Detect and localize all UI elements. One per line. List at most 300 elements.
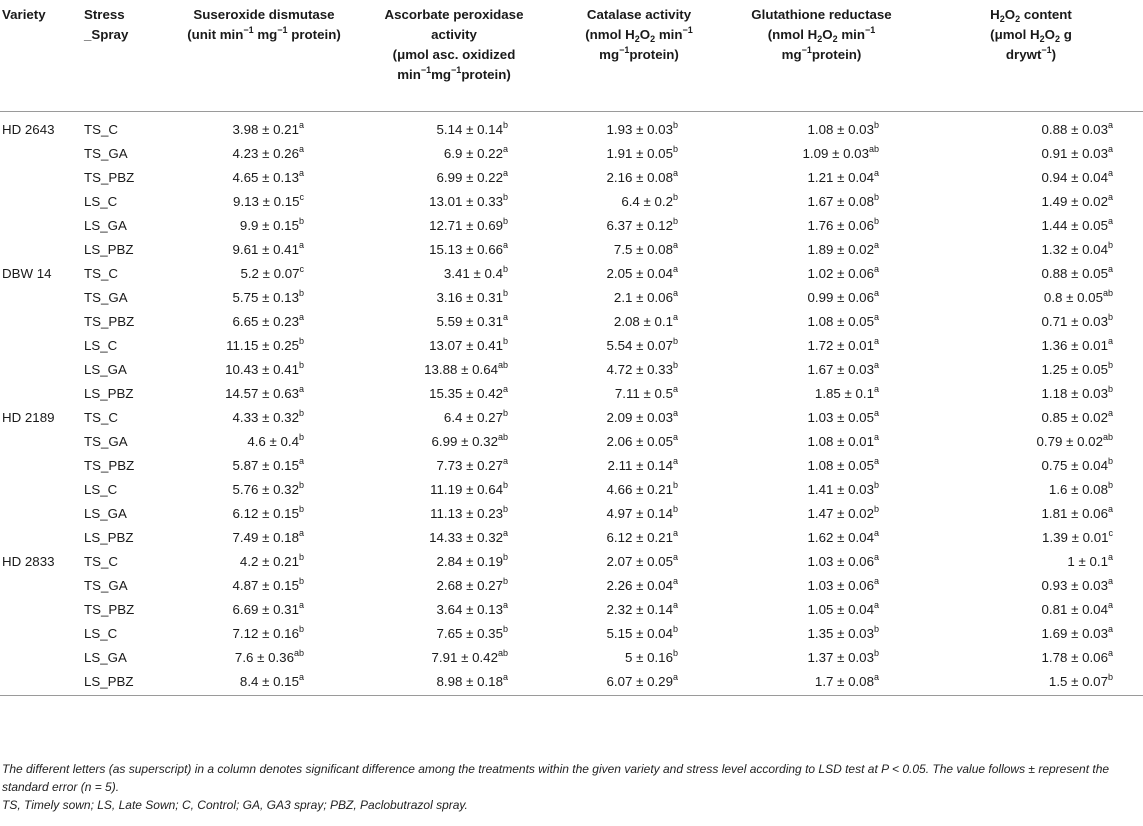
significance-letter: a [502, 672, 508, 683]
significance-letter: a [298, 239, 304, 250]
table-row [0, 357, 1143, 381]
value-text: 1.08 ± 0.01 [807, 433, 874, 449]
significance-letter: ab [868, 143, 879, 154]
significance-letter: a [1107, 623, 1113, 634]
cell-h2o2 [919, 333, 1143, 357]
table-row [0, 111, 1143, 141]
cell-sod [174, 381, 354, 405]
significance-letter: b [672, 479, 678, 490]
significance-letter: a [873, 383, 879, 394]
cell-apx [354, 237, 554, 261]
cell-glutathione-reductase [724, 621, 919, 645]
cell-apx [354, 477, 554, 501]
significance-letter: a [873, 672, 879, 683]
cell-sod [174, 669, 354, 695]
value-text: 1.62 ± 0.04 [807, 529, 874, 545]
value-text: 1.37 ± 0.03 [807, 649, 874, 665]
cell-stress-spray: TS_GA [84, 577, 128, 593]
value-text: 5.2 ± 0.07 [240, 265, 300, 281]
significance-letter: a [873, 599, 879, 610]
cell-apx [354, 111, 554, 141]
significance-letter: a [672, 239, 678, 250]
header-catalase: Catalase activity (nmol $H_2O_2$ $\min^{-1}$ $mg^{-1}protein$) [554, 0, 724, 111]
table-row [0, 453, 1143, 477]
table-row [0, 501, 1143, 525]
cell-variety [0, 237, 78, 261]
significance-letter: a [298, 455, 304, 466]
cell-sod [174, 453, 354, 477]
significance-letter: a [873, 455, 879, 466]
significance-letter: ab [293, 647, 304, 658]
significance-letter: b [298, 551, 304, 562]
cell-sod [174, 525, 354, 549]
cell-h2o2 [919, 501, 1143, 525]
cell-sod [174, 597, 354, 621]
table-row [0, 549, 1143, 573]
value-text: 1.08 ± 0.05 [807, 313, 874, 329]
cell-h2o2 [919, 141, 1143, 165]
significance-letter: a [1107, 119, 1113, 130]
cell-variety: HD 2833 [2, 553, 55, 569]
value-text: 11.19 ± 0.64 [430, 481, 503, 497]
cell-h2o2 [919, 405, 1143, 429]
table-row [0, 309, 1143, 333]
value-text: 1.09 ± 0.03 [802, 145, 869, 161]
significance-letter: a [672, 167, 678, 178]
cell-stress-spray: LS_PBZ [84, 529, 134, 545]
value-text: 5.87 ± 0.15 [232, 457, 299, 473]
significance-letter: a [298, 672, 304, 683]
value-text: 1.72 ± 0.01 [807, 337, 874, 353]
cell-stress-spray: TS_C [84, 121, 118, 137]
significance-letter: b [298, 503, 304, 514]
cell-variety: HD 2643 [2, 121, 55, 137]
cell-variety [0, 645, 78, 669]
value-text: 1.32 ± 0.04 [1041, 241, 1108, 257]
value-text: 9.9 ± 0.15 [239, 217, 299, 233]
value-text: 4.2 ± 0.21 [239, 553, 299, 569]
value-text: 11.15 ± 0.25 [226, 337, 299, 353]
cell-sod [174, 111, 354, 141]
cell-variety [0, 285, 78, 309]
value-text: 1.91 ± 0.05 [606, 145, 673, 161]
value-text: 2.1 ± 0.06 [613, 289, 673, 305]
cell-glutathione-reductase [724, 141, 919, 165]
table-row [0, 189, 1143, 213]
cell-variety [0, 309, 78, 333]
significance-letter: c [299, 191, 304, 202]
value-text: 4.87 ± 0.15 [232, 577, 299, 593]
cell-h2o2 [919, 597, 1143, 621]
value-text: 2.06 ± 0.05 [606, 433, 673, 449]
value-text: 5.54 ± 0.07 [606, 337, 673, 353]
footnote-significance: The different letters (as superscript) in a column denotes significant difference among the treatments within the given variety and stress level according to LSD test at P < 0.05. The value follows ± represent the standard error (n = 5). [2, 762, 1110, 794]
value-text: 6.9 ± 0.22 [443, 145, 503, 161]
value-text: 5.59 ± 0.31 [436, 313, 503, 329]
value-text: 12.71 ± 0.69 [429, 217, 503, 233]
cell-catalase [554, 141, 724, 165]
cell-sod [174, 357, 354, 381]
cell-glutathione-reductase [724, 645, 919, 669]
significance-letter: ab [497, 431, 508, 442]
significance-letter: a [1107, 407, 1113, 418]
cell-sod [174, 261, 354, 285]
value-text: 6.07 ± 0.29 [606, 674, 673, 690]
value-text: 2.16 ± 0.08 [606, 169, 673, 185]
significance-letter: b [873, 215, 879, 226]
significance-letter: a [1107, 503, 1113, 514]
table-row [0, 645, 1143, 669]
significance-letter: a [502, 599, 508, 610]
significance-letter: a [672, 527, 678, 538]
value-text: 7.6 ± 0.36 [234, 649, 294, 665]
cell-stress-spray: LS_GA [84, 217, 127, 233]
table-row [0, 381, 1143, 405]
cell-glutathione-reductase [724, 111, 919, 141]
value-text: 6.4 ± 0.27 [443, 409, 503, 425]
significance-letter: c [1108, 527, 1113, 538]
cell-sod [174, 621, 354, 645]
cell-h2o2 [919, 573, 1143, 597]
value-text: 11.13 ± 0.23 [430, 505, 503, 521]
significance-letter: a [672, 263, 678, 274]
cell-variety [0, 429, 78, 453]
value-text: 1.08 ± 0.03 [807, 121, 874, 137]
significance-letter: a [1107, 215, 1113, 226]
cell-glutathione-reductase [724, 333, 919, 357]
cell-glutathione-reductase [724, 453, 919, 477]
cell-apx [354, 285, 554, 309]
significance-letter: b [502, 263, 508, 274]
cell-h2o2 [919, 285, 1143, 309]
cell-h2o2 [919, 111, 1143, 141]
cell-stress-spray: LS_C [84, 337, 118, 353]
value-text: 2.11 ± 0.14 [607, 457, 673, 473]
significance-letter: b [1107, 455, 1113, 466]
cell-glutathione-reductase [724, 165, 919, 189]
cell-stress-spray: TS_C [84, 409, 118, 425]
significance-letter: b [873, 647, 879, 658]
significance-letter: a [672, 431, 678, 442]
cell-catalase [554, 645, 724, 669]
table-row [0, 573, 1143, 597]
cell-apx [354, 573, 554, 597]
significance-letter: b [298, 215, 304, 226]
significance-letter: a [873, 431, 879, 442]
significance-letter: b [502, 479, 508, 490]
cell-catalase [554, 429, 724, 453]
cell-catalase [554, 357, 724, 381]
significance-letter: a [873, 527, 879, 538]
cell-h2o2 [919, 357, 1143, 381]
cell-stress-spray: TS_C [84, 553, 118, 569]
significance-letter: b [298, 335, 304, 346]
cell-apx [354, 309, 554, 333]
cell-variety [0, 357, 78, 381]
cell-glutathione-reductase [724, 405, 919, 429]
cell-variety [0, 381, 78, 405]
cell-catalase [554, 237, 724, 261]
value-text: 5 ± 0.16 [625, 649, 673, 665]
significance-letter: b [298, 287, 304, 298]
significance-letter: b [502, 119, 508, 130]
value-text: 1.47 ± 0.02 [807, 505, 874, 521]
cell-variety [0, 525, 78, 549]
cell-apx [354, 381, 554, 405]
significance-letter: a [1107, 143, 1113, 154]
cell-sod [174, 645, 354, 669]
significance-letter: b [1107, 239, 1113, 250]
cell-variety [0, 189, 78, 213]
significance-letter: b [672, 215, 678, 226]
value-text: 4.65 ± 0.13 [232, 169, 299, 185]
cell-h2o2 [919, 453, 1143, 477]
cell-sod [174, 213, 354, 237]
cell-catalase [554, 189, 724, 213]
cell-apx [354, 213, 554, 237]
value-text: 0.8 ± 0.05 [1043, 289, 1103, 305]
cell-catalase [554, 165, 724, 189]
table-row [0, 525, 1143, 549]
value-text: 0.85 ± 0.02 [1041, 409, 1108, 425]
significance-letter: a [502, 239, 508, 250]
significance-letter: b [502, 623, 508, 634]
value-text: 13.07 ± 0.41 [429, 337, 503, 353]
value-text: 0.71 ± 0.03 [1041, 313, 1108, 329]
cell-glutathione-reductase [724, 525, 919, 549]
significance-letter: a [672, 575, 678, 586]
value-text: 1.7 ± 0.08 [814, 674, 874, 690]
cell-apx [354, 357, 554, 381]
significance-letter: b [502, 503, 508, 514]
value-text: 0.79 ± 0.02 [1036, 433, 1103, 449]
cell-h2o2 [919, 165, 1143, 189]
cell-variety [0, 621, 78, 645]
value-text: 6.69 ± 0.31 [232, 601, 299, 617]
cell-apx [354, 525, 554, 549]
cell-sod [174, 573, 354, 597]
cell-stress-spray: TS_GA [84, 145, 128, 161]
significance-letter: b [672, 623, 678, 634]
value-text: 13.01 ± 0.33 [429, 193, 503, 209]
value-text: 1.03 ± 0.05 [807, 409, 874, 425]
significance-letter: b [298, 575, 304, 586]
value-text: 9.13 ± 0.15 [233, 193, 300, 209]
significance-letter: b [502, 287, 508, 298]
significance-letter: a [1107, 167, 1113, 178]
cell-variety [0, 453, 78, 477]
significance-letter: a [873, 551, 879, 562]
cell-h2o2 [919, 309, 1143, 333]
cell-h2o2 [919, 429, 1143, 453]
value-text: 1.93 ± 0.03 [606, 121, 673, 137]
cell-glutathione-reductase [724, 357, 919, 381]
significance-letter: b [1107, 479, 1113, 490]
cell-catalase [554, 285, 724, 309]
header-row [0, 0, 1143, 111]
significance-letter: ab [1102, 287, 1113, 298]
value-text: 2.08 ± 0.1 [613, 313, 673, 329]
table-row [0, 669, 1143, 695]
cell-catalase [554, 597, 724, 621]
table-row [0, 621, 1143, 645]
significance-letter: b [873, 623, 879, 634]
cell-apx [354, 165, 554, 189]
value-text: 1.69 ± 0.03 [1041, 625, 1108, 641]
cell-variety [0, 213, 78, 237]
cell-h2o2 [919, 237, 1143, 261]
significance-letter: a [672, 383, 678, 394]
value-text: 1.67 ± 0.08 [807, 193, 874, 209]
cell-apx [354, 597, 554, 621]
significance-letter: b [502, 335, 508, 346]
significance-letter: b [873, 191, 879, 202]
table-footnotes [2, 760, 1140, 814]
significance-letter: b [672, 359, 678, 370]
value-text: 7.91 ± 0.42 [431, 649, 498, 665]
value-text: 1.08 ± 0.05 [807, 457, 874, 473]
cell-stress-spray: LS_C [84, 481, 118, 497]
significance-letter: b [502, 407, 508, 418]
value-text: 15.35 ± 0.42 [429, 385, 503, 401]
table-row [0, 405, 1143, 429]
significance-letter: a [298, 119, 304, 130]
value-text: 0.88 ± 0.03 [1041, 121, 1108, 137]
cell-variety: HD 2189 [2, 409, 55, 425]
value-text: 4.97 ± 0.14 [606, 505, 673, 521]
cell-glutathione-reductase [724, 573, 919, 597]
value-text: 4.33 ± 0.32 [232, 409, 299, 425]
cell-apx [354, 141, 554, 165]
value-text: 4.66 ± 0.21 [606, 481, 673, 497]
cell-apx [354, 549, 554, 573]
cell-glutathione-reductase [724, 477, 919, 501]
header-sod: Suseroxide dismutase (unit $\min^{-1} mg^{-1}$ protein) [174, 0, 354, 111]
cell-glutathione-reductase [724, 285, 919, 309]
value-text: 4.72 ± 0.33 [606, 361, 673, 377]
header-variety: Variety [0, 0, 78, 111]
value-text: 2.09 ± 0.03 [606, 409, 673, 425]
value-text: 10.43 ± 0.41 [225, 361, 299, 377]
significance-letter: a [298, 311, 304, 322]
significance-letter: a [873, 407, 879, 418]
cell-stress-spray: LS_PBZ [84, 241, 134, 257]
table-row [0, 237, 1143, 261]
significance-letter: b [873, 119, 879, 130]
value-text: 1.76 ± 0.06 [807, 217, 874, 233]
header-h2o2-content: $H_2O_2$ content (μmol $H_2O_2$ g drywt$^{-1}$) [919, 0, 1143, 111]
value-text: 7.11 ± 0.5 [614, 385, 673, 401]
cell-sod [174, 189, 354, 213]
value-text: 1.67 ± 0.03 [807, 361, 874, 377]
cell-apx [354, 189, 554, 213]
cell-variety [0, 597, 78, 621]
significance-letter: a [873, 263, 879, 274]
significance-letter: b [502, 575, 508, 586]
significance-letter: b [298, 359, 304, 370]
cell-glutathione-reductase [724, 381, 919, 405]
value-text: 7.49 ± 0.18 [232, 529, 299, 545]
significance-letter: b [502, 191, 508, 202]
table-row [0, 165, 1143, 189]
cell-apx [354, 405, 554, 429]
cell-stress-spray: LS_GA [84, 361, 127, 377]
value-text: 3.16 ± 0.31 [436, 289, 503, 305]
table-row [0, 477, 1143, 501]
significance-letter: a [298, 383, 304, 394]
value-text: 4.6 ± 0.4 [247, 433, 299, 449]
value-text: 1.02 ± 0.06 [807, 265, 874, 281]
significance-letter: a [1107, 551, 1113, 562]
value-text: 1.41 ± 0.03 [807, 481, 874, 497]
value-text: 1.25 ± 0.05 [1041, 361, 1108, 377]
significance-letter: a [672, 455, 678, 466]
value-text: 1.85 ± 0.1 [814, 385, 874, 401]
cell-apx [354, 333, 554, 357]
cell-stress-spray: LS_GA [84, 505, 127, 521]
cell-sod [174, 333, 354, 357]
significance-letter: a [672, 287, 678, 298]
value-text: 1.21 ± 0.04 [807, 169, 874, 185]
cell-glutathione-reductase [724, 261, 919, 285]
significance-letter: b [1107, 672, 1113, 683]
cell-stress-spray: TS_GA [84, 289, 128, 305]
value-text: 3.41 ± 0.4 [443, 265, 503, 281]
significance-letter: b [873, 479, 879, 490]
value-text: 2.68 ± 0.27 [436, 577, 503, 593]
cell-glutathione-reductase [724, 501, 919, 525]
significance-letter: a [1107, 647, 1113, 658]
cell-stress-spray: LS_C [84, 625, 118, 641]
value-text: 1.05 ± 0.04 [807, 601, 874, 617]
cell-catalase [554, 525, 724, 549]
cell-sod [174, 477, 354, 501]
cell-sod [174, 549, 354, 573]
cell-sod [174, 429, 354, 453]
value-text: 1.89 ± 0.02 [807, 241, 874, 257]
cell-apx [354, 429, 554, 453]
significance-letter: a [672, 551, 678, 562]
cell-sod [174, 501, 354, 525]
value-text: 2.32 ± 0.14 [606, 601, 673, 617]
significance-letter: a [502, 383, 508, 394]
cell-apx [354, 501, 554, 525]
significance-letter: a [672, 311, 678, 322]
cell-glutathione-reductase [724, 213, 919, 237]
significance-letter: a [873, 359, 879, 370]
cell-glutathione-reductase [724, 669, 919, 695]
significance-letter: a [502, 311, 508, 322]
significance-letter: a [502, 167, 508, 178]
cell-h2o2 [919, 645, 1143, 669]
value-text: 1.49 ± 0.02 [1041, 193, 1108, 209]
cell-stress-spray: TS_GA [84, 433, 128, 449]
cell-apx [354, 261, 554, 285]
value-text: 2.05 ± 0.04 [606, 265, 673, 281]
value-text: 3.64 ± 0.13 [436, 601, 503, 617]
value-text: 6.37 ± 0.12 [606, 217, 673, 233]
cell-h2o2 [919, 549, 1143, 573]
significance-letter: a [502, 143, 508, 154]
table-row [0, 261, 1143, 285]
significance-letter: b [1107, 311, 1113, 322]
significance-letter: a [1107, 335, 1113, 346]
significance-letter: a [873, 311, 879, 322]
significance-letter: b [672, 143, 678, 154]
value-text: 7.65 ± 0.35 [436, 625, 503, 641]
significance-letter: c [299, 263, 304, 274]
cell-catalase [554, 261, 724, 285]
